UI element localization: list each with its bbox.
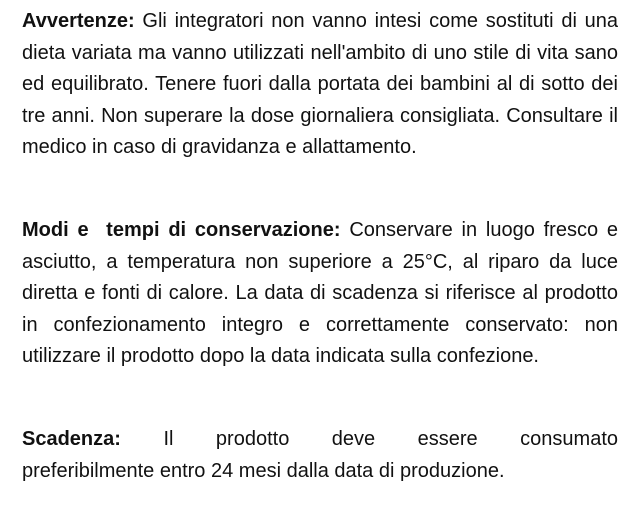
expiry-first-line <box>22 424 618 456</box>
expiry-paragraph <box>22 424 618 487</box>
storage-label: Modi e tempi di conservazione: <box>22 219 341 241</box>
expiry-text-line2: preferibilmente entro 24 mesi dalla data di produzione. <box>22 459 505 482</box>
expiry-label: Scadenza: <box>22 428 121 450</box>
storage-paragraph <box>22 215 618 373</box>
storage-text: Conservare in luogo fresco e asciutto, a temperatura non superiore a 25°C, al riparo da luce diretta e fonti di calore. La data di scadenza si riferisce al prodotto in confezionamento integro e correttamente conservato: non utilizzare il prodotto dopo la data indicata sulla confezione. <box>22 219 619 367</box>
warnings-text: Gli integratori non vanno intesi come sostituti di una dieta variata ma vanno utilizzati nell'ambito di uno stile di vita sano ed equilibrato. Tenere fuori dalla portata dei bambini al di sotto dei tre anni. Non superare la dose giornaliera consigliata. Consultare il medico in caso di gravidanza e allattamento. <box>22 10 619 158</box>
warnings-paragraph <box>22 6 618 164</box>
warnings-label: Avvertenze: <box>22 10 135 32</box>
expiry-text-line1: Il prodotto deve essere consumato <box>163 428 618 450</box>
